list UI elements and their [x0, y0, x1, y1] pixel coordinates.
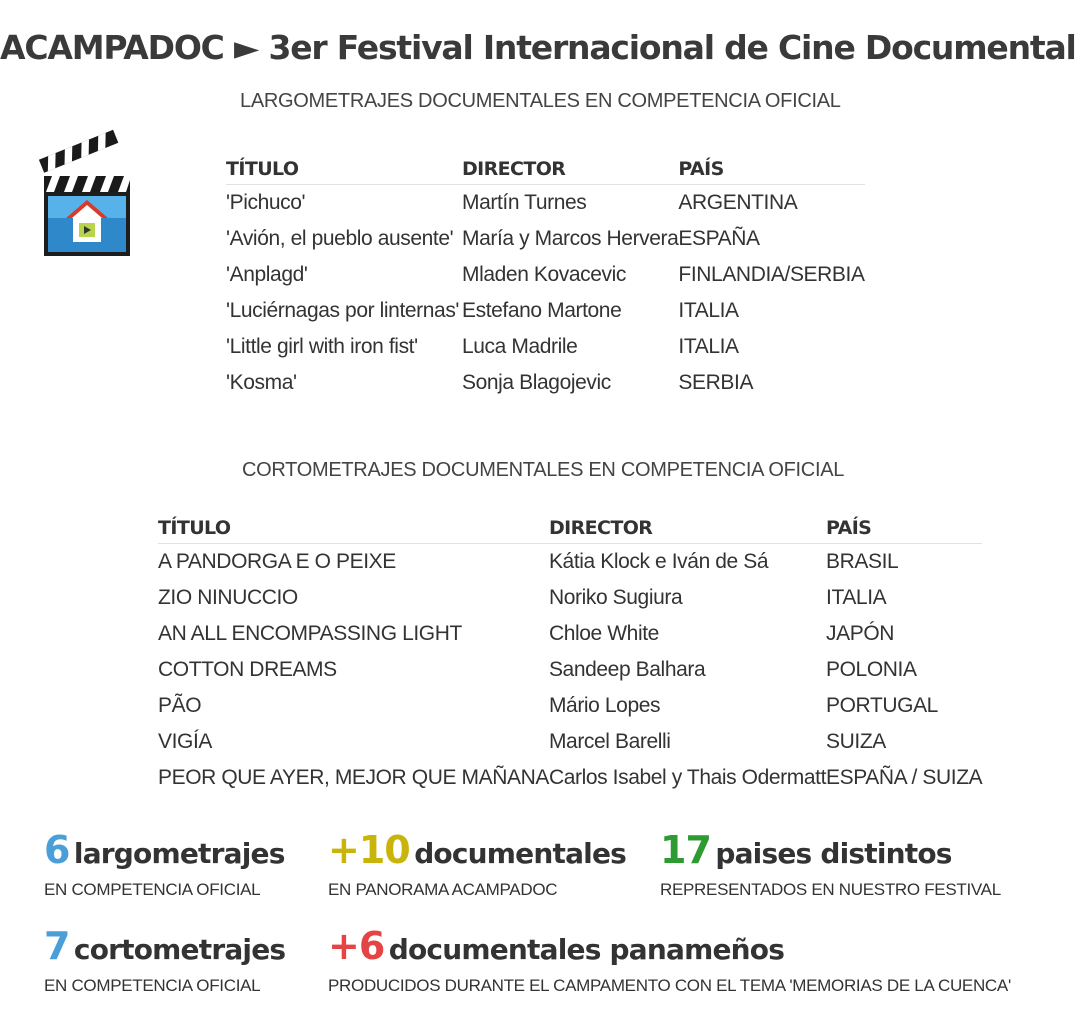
- table-row: [226, 329, 865, 365]
- stat-number: 7: [44, 924, 70, 968]
- table-row: [158, 616, 982, 652]
- film-country: ESPAÑA: [678, 227, 760, 250]
- short-films-table: [158, 513, 982, 796]
- film-country: ITALIA: [826, 586, 887, 609]
- film-director: Chloe White: [548, 622, 659, 645]
- film-director: Martín Turnes: [462, 191, 587, 214]
- film-country: ITALIA: [678, 299, 739, 322]
- film-director: Sonja Blagojevic: [462, 371, 611, 394]
- stat-feature-films: [44, 828, 285, 900]
- film-country: PORTUGAL: [826, 694, 938, 717]
- stat-number: 17: [660, 828, 711, 872]
- film-country: POLONIA: [826, 658, 917, 681]
- feature-films-table: [226, 154, 865, 401]
- stat-number: 6: [44, 828, 70, 872]
- table-row: [158, 652, 982, 688]
- film-country: BRASIL: [826, 550, 899, 573]
- column-header-director: DIRECTOR: [462, 154, 678, 185]
- table-row: [226, 257, 865, 293]
- table-row: [226, 185, 865, 222]
- film-title: COTTON DREAMS: [158, 658, 337, 681]
- table-row: [158, 724, 982, 760]
- film-director: Sandeep Balhara: [548, 658, 706, 681]
- stat-label: largometrajes: [73, 837, 285, 870]
- table-row: [226, 293, 865, 329]
- film-title: 'Luciérnagas por linternas': [226, 299, 460, 322]
- table-row: [158, 688, 982, 724]
- film-title: 'Anplagd': [226, 263, 308, 286]
- film-director: Carlos Isabel y Thais Odermatt: [548, 766, 827, 789]
- stat-short-films: [44, 924, 285, 996]
- stat-caption: EN COMPETENCIA OFICIAL: [44, 880, 261, 899]
- column-header-title: TÍTULO: [158, 513, 549, 544]
- film-country: ESPAÑA / SUIZA: [826, 766, 983, 789]
- film-country: ITALIA: [678, 335, 739, 358]
- stat-number: +10: [328, 828, 410, 872]
- column-header-country: PAÍS: [678, 154, 864, 185]
- film-title: 'Kosma': [226, 371, 297, 394]
- column-header-director: DIRECTOR: [549, 513, 826, 544]
- short-films-heading: CORTOMETRAJES DOCUMENTALES EN COMPETENCIA OFICIAL: [242, 459, 845, 481]
- film-title: 'Pichuco': [226, 191, 306, 214]
- film-director: María y Marcos Hervera: [462, 227, 679, 250]
- stat-number: +6: [328, 924, 385, 968]
- film-director: Estefano Martone: [462, 299, 622, 322]
- clapperboard-house-icon: [40, 132, 134, 260]
- film-country: JAPÓN: [826, 622, 895, 645]
- stat-panorama-docs: [328, 828, 626, 900]
- table-row: [226, 365, 865, 401]
- film-country: ARGENTINA: [678, 191, 798, 214]
- film-director: Noriko Sugiura: [548, 586, 683, 609]
- page-title: ACAMPADOC ► 3er Festival Internacional de Cine Documental: [0, 28, 1076, 67]
- film-country: SUIZA: [826, 730, 886, 753]
- feature-films-heading: LARGOMETRAJES DOCUMENTALES EN COMPETENCIA OFICIAL: [240, 90, 841, 112]
- film-director: Luca Madrile: [462, 335, 578, 358]
- film-director: Mário Lopes: [548, 694, 661, 717]
- film-title: A PANDORGA E O PEIXE: [158, 550, 396, 573]
- column-header-title: TÍTULO: [226, 154, 462, 185]
- film-title: PEOR QUE AYER, MEJOR QUE MAÑANA: [158, 766, 549, 789]
- film-title: VIGÍA: [158, 730, 213, 753]
- film-director: Kátia Klock e Iván de Sá: [548, 550, 769, 573]
- film-director: Marcel Barelli: [548, 730, 671, 753]
- stat-panamanian-docs: [328, 924, 1011, 996]
- film-country: SERBIA: [678, 371, 754, 394]
- stat-caption: EN PANORAMA ACAMPADOC: [328, 880, 558, 899]
- film-title: ZIO NINUCCIO: [158, 586, 298, 609]
- stat-label: cortometrajes: [73, 933, 286, 966]
- film-title: PÃO: [158, 694, 202, 717]
- stat-label: paises distintos: [715, 837, 952, 870]
- stat-caption: PRODUCIDOS DURANTE EL CAMPAMENTO CON EL TEMA 'MEMORIAS DE LA CUENCA': [328, 976, 1011, 995]
- stat-caption: EN COMPETENCIA OFICIAL: [44, 976, 261, 995]
- table-row: [158, 760, 982, 796]
- table-row: [158, 580, 982, 616]
- column-header-country: PAÍS: [826, 513, 982, 544]
- film-title: AN ALL ENCOMPASSING LIGHT: [158, 622, 462, 645]
- stat-caption: REPRESENTADOS EN NUESTRO FESTIVAL: [660, 880, 1001, 899]
- film-title: 'Avión, el pueblo ausente': [226, 227, 454, 250]
- stat-label: documentales panameños: [388, 933, 785, 966]
- stat-countries: [660, 828, 1001, 900]
- film-country: FINLANDIA/SERBIA: [678, 263, 865, 286]
- film-title: 'Little girl with iron fist': [226, 335, 418, 358]
- table-row: [158, 544, 982, 581]
- table-row: [226, 221, 865, 257]
- stat-label: documentales: [414, 837, 627, 870]
- film-director: Mladen Kovacevic: [462, 263, 627, 286]
